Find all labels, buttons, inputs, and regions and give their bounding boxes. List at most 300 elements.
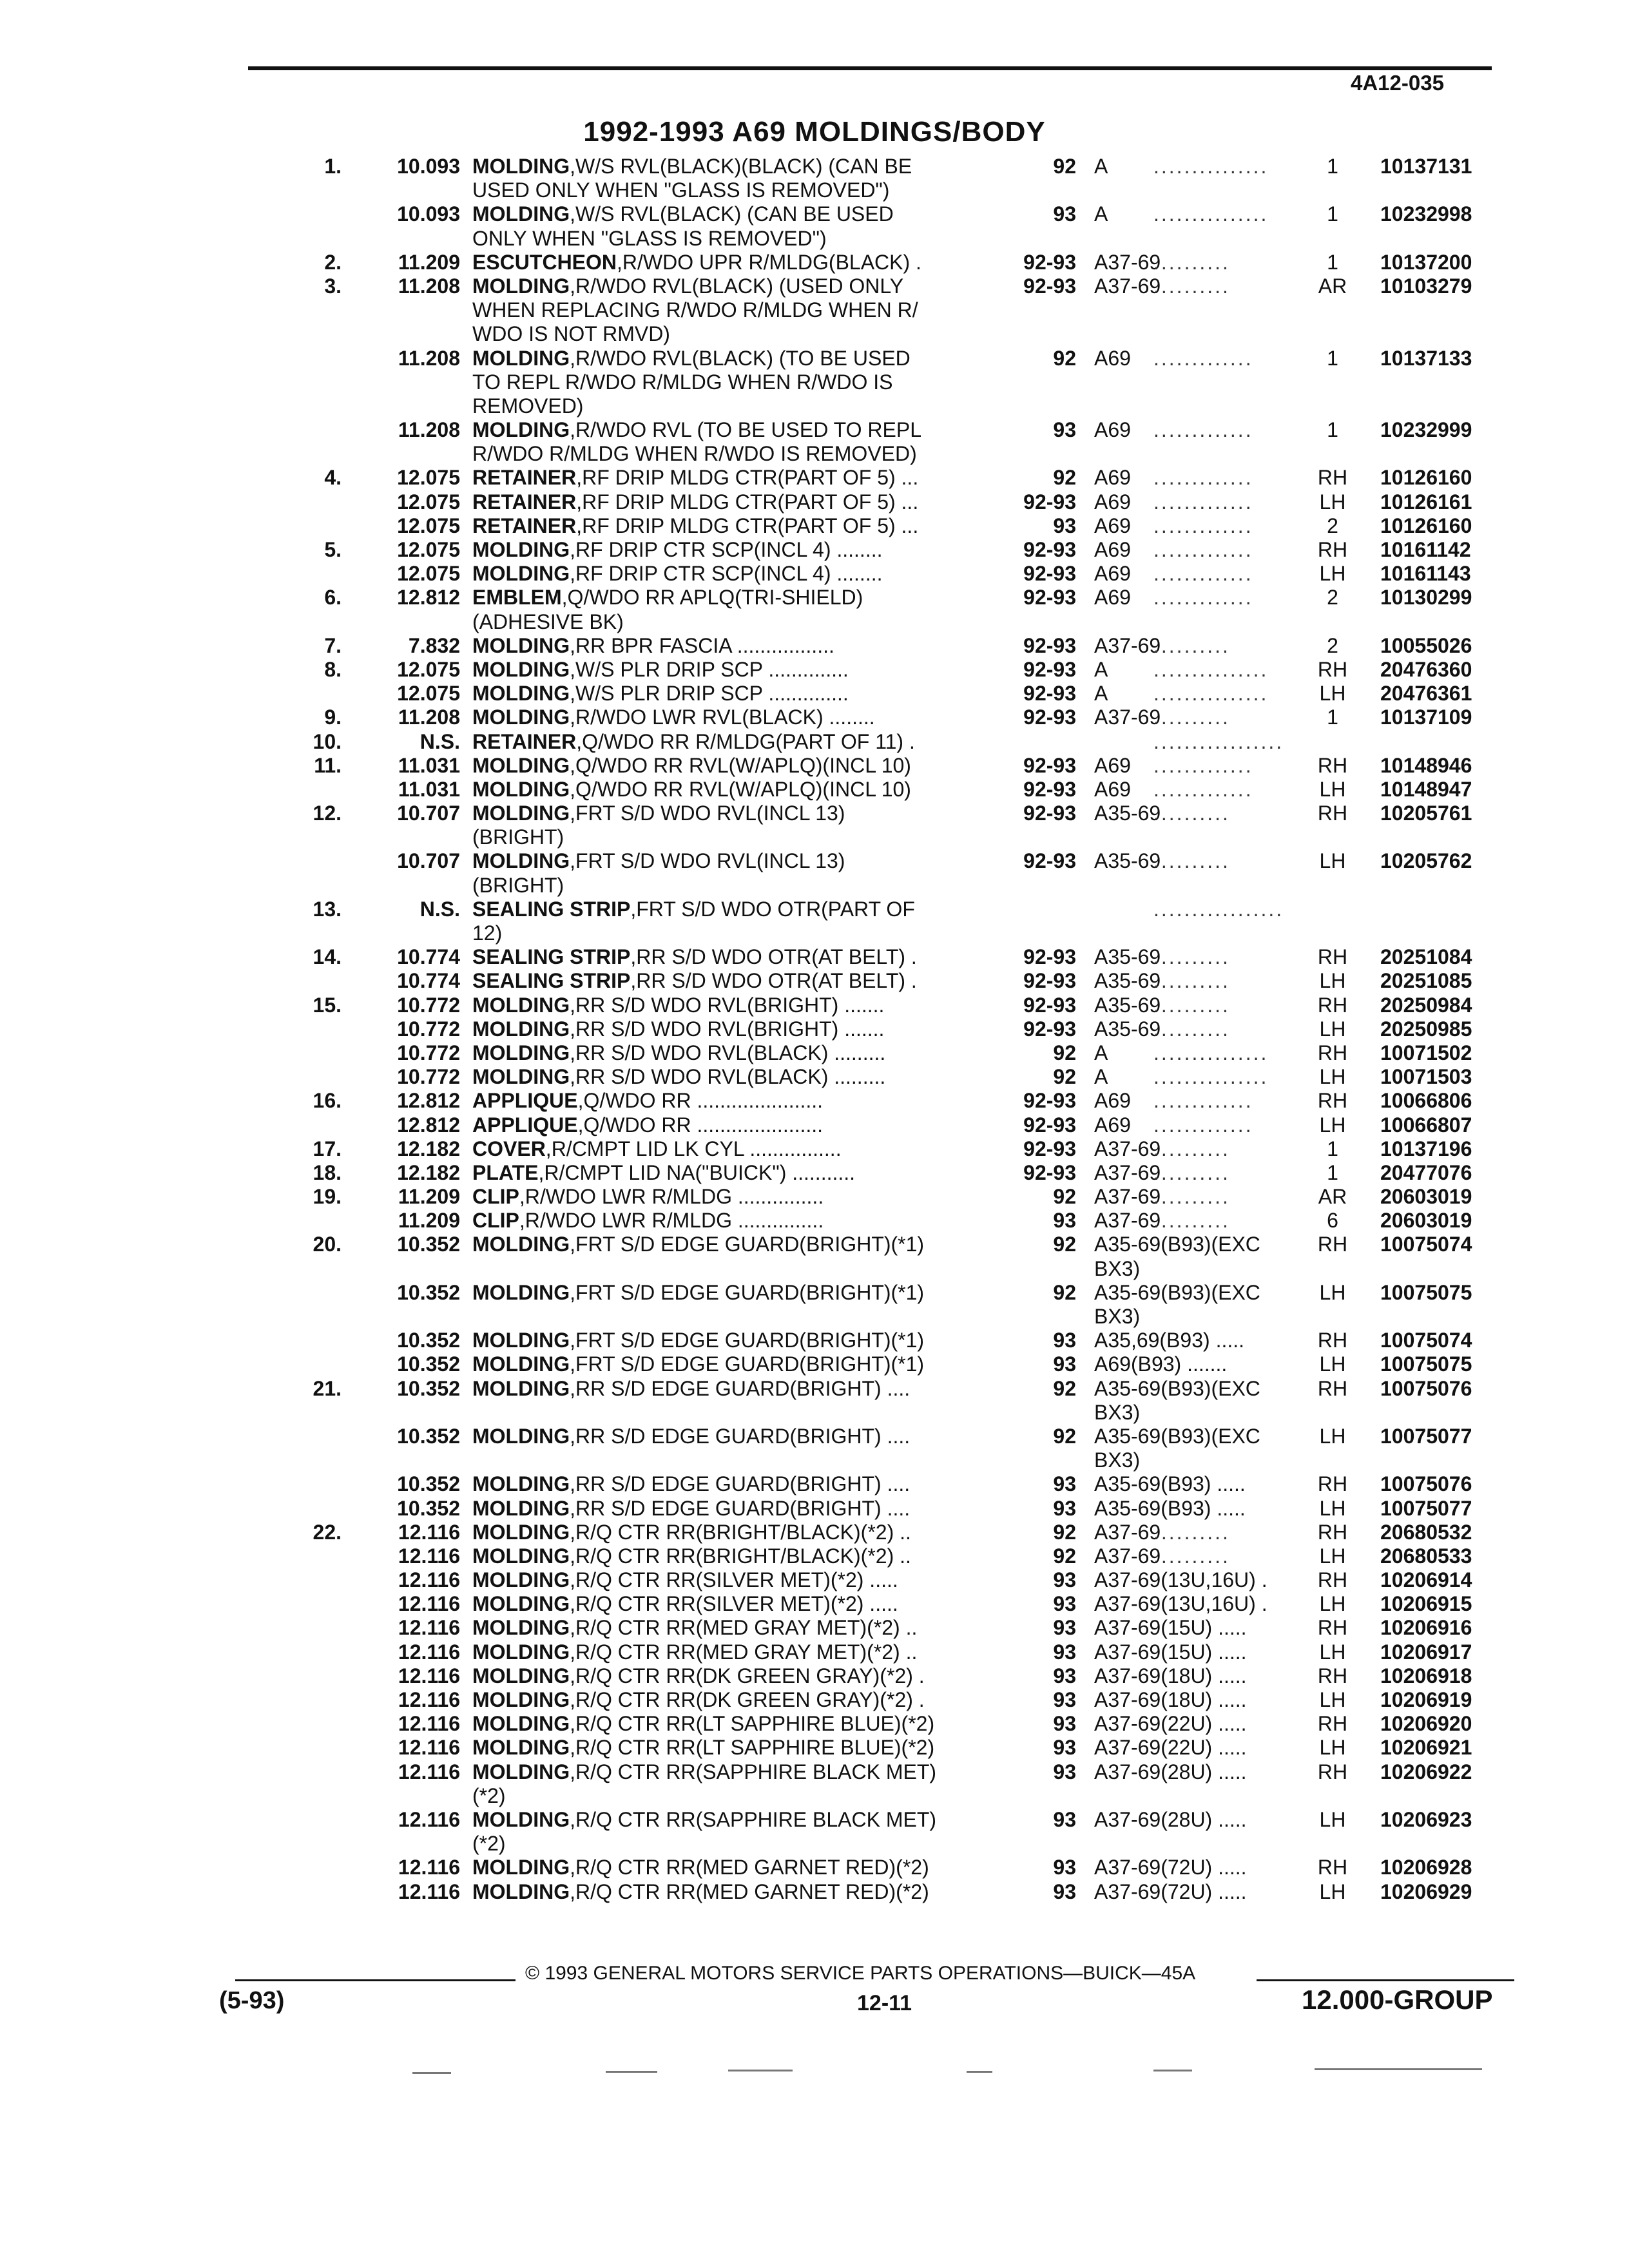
description [472,562,882,586]
description [472,1688,925,1712]
header-rule [248,66,1492,70]
series-code: A37-69(28U) ..... [1094,1760,1247,1783]
quantity: LH [1319,1424,1346,1448]
part-detail: ,R/CMPT LID NA("BUICK") ........... [538,1160,856,1184]
description [472,1521,911,1544]
year-range: 93 [1053,1472,1076,1496]
quantity: 1 [1327,1160,1338,1184]
group-number: 10.352 [397,1472,460,1496]
table-row [0,634,1629,658]
quantity: LH [1319,1113,1346,1137]
table-row [0,202,1629,226]
part-number: 20603019 [1380,1209,1472,1233]
year-range: 93 [1053,1760,1076,1783]
year-range: 92 [1053,155,1076,178]
part-number: 10126161 [1380,490,1472,514]
ref-number: 4. [324,466,342,490]
part-name: SEALING STRIP [472,945,631,969]
part-detail: ,W/S RVL(BLACK)(BLACK) (CAN BE [570,155,912,178]
group-number: 12.116 [398,1520,460,1544]
part-name: MOLDING [472,274,570,298]
group-number: 10.352 [397,1424,460,1448]
table-row [0,1736,1629,1760]
ref-number: 9. [324,706,342,729]
part-number: 10148947 [1380,777,1472,801]
part-name: MOLDING [472,849,570,873]
part-detail: USED ONLY WHEN "GLASS IS REMOVED") [472,178,890,202]
part-name: MOLDING [472,633,570,657]
part-name: MOLDING [472,777,570,801]
part-detail: ,FRT S/D WDO RVL(INCL 13) [570,849,845,873]
description [472,1161,855,1185]
group-number: 10.352 [397,1376,460,1400]
part-number: 20250985 [1380,1017,1472,1041]
part-detail: ,RF DRIP MLDG CTR(PART OF 5) ... [576,514,919,537]
quantity: RH [1317,538,1348,561]
quantity: RH [1317,1089,1348,1113]
part-name: COVER [472,1137,546,1160]
part-detail: ,R/Q CTR RR(SILVER MET)(*2) ..... [570,1592,898,1616]
series-code: A35-69 [1094,1017,1161,1041]
part-number: 10137196 [1380,1137,1472,1160]
ref-number: 13. [313,897,342,921]
part-number: 10232999 [1380,418,1472,442]
description [472,370,892,394]
table-row [0,825,1629,849]
part-name: RETAINER [472,514,577,537]
table-row [0,562,1629,586]
series-code: A69 [1094,586,1131,610]
group-number: 10.772 [397,1017,460,1041]
part-number: 10206917 [1380,1640,1472,1664]
table-row [0,1329,1629,1352]
part-detail: ,RR S/D EDGE GUARD(BRIGHT) .... [570,1496,911,1520]
year-range: 92 [1053,1185,1076,1209]
part-detail: ,Q/WDO RR R/MLDG(PART OF 11) . [576,729,915,753]
quantity: LH [1319,682,1346,706]
part-detail: ,R/Q CTR RR(MED GARNET RED)(*2) [570,1856,929,1879]
group-number: 12.116 [398,1688,460,1711]
part-number: 10130299 [1380,586,1472,610]
series-code: A37-69 [1094,1137,1161,1160]
year-range: 93 [1053,1496,1076,1520]
description [472,945,917,969]
group-number: 12.812 [397,1089,460,1113]
quantity: RH [1317,1233,1348,1256]
part-detail: ,R/Q CTR RR(SILVER MET)(*2) ..... [570,1568,898,1592]
series-code: A37-69(18U) ..... [1094,1688,1247,1711]
part-name: MOLDING [472,1856,570,1879]
table-row [0,466,1629,490]
description [472,1832,506,1856]
group-number: 11.031 [398,777,460,801]
group-number: 7.832 [408,633,460,657]
table-row [0,1497,1629,1521]
quantity: LH [1319,1807,1346,1831]
group-number: 10.093 [397,202,460,226]
leader-dots: ............. [1153,753,1253,777]
part-number: 10075075 [1380,1280,1472,1304]
year-range: 93 [1053,1736,1076,1760]
group-number: 12.182 [397,1160,460,1184]
leader-dots: ............. [1153,1113,1253,1137]
description [472,1544,911,1568]
description [472,1377,910,1401]
ref-number: 20. [313,1233,342,1256]
group-number: 12.116 [398,1568,460,1592]
group-number: 12.116 [398,1592,460,1616]
table-row [0,706,1629,729]
quantity: 2 [1327,633,1338,657]
part-name: MOLDING [472,706,570,729]
part-name: APPLIQUE [472,1089,578,1113]
quantity: 2 [1327,514,1338,537]
part-name: PLATE [472,1160,539,1184]
series-code: A37-69 [1094,250,1161,274]
table-row [0,1161,1629,1185]
series-code: A37-69(22U) ..... [1094,1712,1247,1736]
part-number: 20476361 [1380,682,1472,706]
group-number: 11.209 [398,250,460,274]
year-range: 93 [1053,1879,1076,1903]
table-row [0,1377,1629,1401]
part-detail: ,RR S/D WDO RVL(BLACK) ......... [570,1041,886,1064]
part-number: 10206916 [1380,1616,1472,1640]
series-code: A69 [1094,1089,1131,1113]
part-name: MOLDING [472,993,570,1017]
part-number: 10137200 [1380,250,1472,274]
description [472,1880,929,1904]
part-detail: ,R/WDO LWR R/MLDG ............... [519,1209,824,1233]
table-row [0,994,1629,1017]
quantity: LH [1319,1017,1346,1041]
leader-dots: ............... [1153,202,1269,226]
table-row [0,1521,1629,1544]
part-number: 10103279 [1380,274,1472,298]
part-number: 20680532 [1380,1520,1472,1544]
leader-dots: ............. [1153,1089,1253,1113]
part-name: MOLDING [472,1688,570,1711]
series-code: A37-69 [1094,633,1161,657]
part-detail: ,R/Q CTR RR(SAPPHIRE BLACK MET) [570,1760,937,1783]
ref-number: 12. [313,802,342,825]
leader-dots: ............. [1153,538,1253,561]
group-number: 10.093 [397,155,460,178]
description [472,1352,924,1376]
part-number: 10137133 [1380,346,1472,370]
part-name: MOLDING [472,802,570,825]
table-row [0,1305,1629,1329]
table-row [0,1592,1629,1616]
description [472,1425,910,1448]
quantity: AR [1318,274,1347,298]
series-code: A35-69(B93) ..... [1094,1472,1246,1496]
group-number: 12.075 [397,490,460,514]
leader-dots: .......... [1153,1520,1230,1544]
part-detail: ,R/WDO RVL (TO BE USED TO REPL [570,418,921,442]
description [472,682,849,706]
quantity: LH [1319,1496,1346,1520]
table-row [0,1472,1629,1496]
series-code: BX3) [1094,1256,1141,1280]
quantity: 1 [1327,202,1338,226]
part-number: 10071502 [1380,1041,1472,1064]
table-row [0,1041,1629,1065]
part-detail: (BRIGHT) [472,873,564,897]
group-number: 12.075 [397,562,460,586]
description [472,322,670,346]
description [472,1089,823,1113]
year-range: 92-93 [1023,945,1076,969]
description [472,251,921,274]
quantity: RH [1317,945,1348,969]
quantity: LH [1319,849,1346,873]
group-number: 11.208 [398,274,460,298]
year-range: 92-93 [1023,274,1076,298]
year-range: 92 [1053,1376,1076,1400]
leader-dots: .......... [1153,1185,1230,1209]
part-number: 20477076 [1380,1160,1472,1184]
quantity: RH [1317,1664,1348,1687]
table-row [0,969,1629,993]
year-range: 92-93 [1023,993,1076,1017]
table-row [0,274,1629,298]
quantity: RH [1317,657,1348,681]
quantity: RH [1317,1856,1348,1879]
table-row [0,849,1629,873]
part-name: MOLDING [472,1233,570,1256]
part-detail: ,RR S/D WDO RVL(BRIGHT) ....... [570,1017,885,1041]
year-range: 92-93 [1023,849,1076,873]
quantity: RH [1317,1760,1348,1783]
description [472,538,882,562]
group-number: 10.707 [397,849,460,873]
description [472,1808,936,1832]
table-row [0,1760,1629,1784]
leader-dots: .......... [1153,274,1230,298]
scan-mark [1315,2068,1482,2070]
leader-dots: ............. [1153,418,1253,442]
table-row [0,1401,1629,1425]
group-number: 10.772 [397,1065,460,1089]
group-number: 12.116 [398,1640,460,1664]
description [472,1856,929,1879]
quantity: RH [1317,1616,1348,1640]
quantity: RH [1317,802,1348,825]
part-number: 20251084 [1380,945,1472,969]
ref-number: 6. [324,586,342,610]
quantity: LH [1319,1352,1346,1376]
description [472,610,624,634]
year-range: 92-93 [1023,1137,1076,1160]
year-range: 92 [1053,1520,1076,1544]
leader-dots: ............... [1153,155,1269,178]
year-range: 93 [1053,1616,1076,1640]
part-detail: ,RR S/D WDO OTR(AT BELT) . [630,969,917,993]
part-number: 10075074 [1380,1329,1472,1352]
table-row [0,1832,1629,1856]
group-number: 12.116 [398,1736,460,1760]
group-number: 12.182 [397,1137,460,1160]
ref-number: 10. [313,729,342,753]
group-number: 10.772 [397,1041,460,1064]
year-range: 92-93 [1023,250,1076,274]
part-name: EMBLEM [472,586,562,610]
leader-dots: ............. [1153,777,1253,801]
series-code: A37-69(15U) ..... [1094,1640,1247,1664]
year-range: 92 [1053,346,1076,370]
description [472,658,849,682]
year-range: 92-93 [1023,802,1076,825]
part-detail: ,RF DRIP CTR SCP(INCL 4) ........ [570,538,883,561]
ref-number: 19. [313,1185,342,1209]
description [472,1568,898,1592]
group-number: 12.116 [398,1544,460,1568]
quantity: LH [1319,969,1346,993]
part-name: SEALING STRIP [472,969,631,993]
quantity: RH [1317,1712,1348,1736]
group-number: 12.116 [398,1616,460,1640]
table-row [0,1352,1629,1376]
part-detail: (ADHESIVE BK) [472,610,624,633]
part-detail: ,R/Q CTR RR(BRIGHT/BLACK)(*2) .. [570,1544,911,1568]
ref-number: 3. [324,274,342,298]
description [472,1497,910,1521]
series-code: A37-69 [1094,1160,1161,1184]
year-range: 92-93 [1023,1089,1076,1113]
ref-number: 17. [313,1137,342,1160]
group-number: 10.352 [397,1280,460,1304]
series-code: A69 [1094,418,1131,442]
ref-number: 15. [313,993,342,1017]
table-row [0,921,1629,945]
year-range: 92-93 [1023,969,1076,993]
year-range: 93 [1053,1592,1076,1616]
year-range: 92-93 [1023,490,1076,514]
leader-dots: ............... [1153,1041,1269,1064]
year-range: 92-93 [1023,1160,1076,1184]
description [472,1113,823,1137]
part-detail: (*2) [472,1832,506,1856]
year-range: 92-93 [1023,706,1076,729]
leader-dots: ............. [1153,514,1253,537]
group-number: 12.812 [397,586,460,610]
series-code: A69 [1094,753,1131,777]
table-row [0,1640,1629,1664]
part-number: 10075076 [1380,1472,1472,1496]
year-range: 93 [1053,1807,1076,1831]
table-row [0,1017,1629,1041]
part-name: MOLDING [472,1807,570,1831]
part-detail: ,RF DRIP MLDG CTR(PART OF 5) ... [576,466,919,490]
table-row [0,1712,1629,1736]
part-detail: (*2) [472,1783,506,1807]
table-row [0,1568,1629,1592]
quantity: RH [1317,1329,1348,1352]
ref-number: 11. [314,753,342,777]
year-range: 93 [1053,1712,1076,1736]
group-number: 10.352 [397,1352,460,1376]
leader-dots: .......... [1153,1137,1230,1160]
part-name: SEALING STRIP [472,897,631,921]
part-name: MOLDING [472,1640,570,1664]
part-name: MOLDING [472,1879,570,1903]
table-row [0,1544,1629,1568]
description [472,202,894,226]
document-id: 4A12-035 [1351,71,1444,95]
description [472,274,903,298]
part-number: 10066807 [1380,1113,1472,1137]
table-row [0,155,1629,178]
group-number: 10.707 [397,802,460,825]
group-number: 11.208 [398,418,460,442]
group-number: 10.774 [397,945,460,969]
year-range: 92-93 [1023,586,1076,610]
quantity: LH [1319,1879,1346,1903]
description [472,802,845,825]
description [472,730,915,754]
series-code: A [1094,657,1108,681]
quantity: RH [1317,1472,1348,1496]
part-detail: ,Q/WDO RR RVL(W/APLQ)(INCL 10) [570,753,911,777]
table-row [0,1808,1629,1832]
part-detail: ,RR S/D WDO RVL(BLACK) ......... [570,1065,886,1089]
year-range: 92-93 [1023,1017,1076,1041]
table-row [0,778,1629,802]
quantity: LH [1319,562,1346,586]
description [472,394,583,418]
leader-dots: .......... [1153,1160,1230,1184]
part-detail: ,Q/WDO RR RVL(W/APLQ)(INCL 10) [570,777,911,801]
group-number: 11.031 [398,753,460,777]
group-number: 12.075 [397,657,460,681]
series-code: A69 [1094,1113,1131,1137]
part-detail: ,R/Q CTR RR(MED GARNET RED)(*2) [570,1879,929,1903]
part-number: 20250984 [1380,993,1472,1017]
description [472,1185,824,1209]
series-code: A69 [1094,562,1131,586]
group-number: 12.812 [397,1113,460,1137]
part-detail: REMOVED) [472,394,584,418]
part-detail: ,R/Q CTR RR(DK GREEN GRAY)(*2) . [570,1688,925,1711]
part-detail: ,RF DRIP MLDG CTR(PART OF 5) ... [576,490,919,514]
year-range: 93 [1053,418,1076,442]
year-range: 92 [1053,1544,1076,1568]
description [472,874,564,898]
ref-number: 18. [313,1160,342,1184]
series-code: A37-69(22U) ..... [1094,1736,1247,1760]
part-number: 10075076 [1380,1376,1472,1400]
leader-dots: ................. [1153,897,1284,921]
part-number: 10161142 [1380,538,1471,561]
part-detail: ,RR S/D EDGE GUARD(BRIGHT) .... [570,1376,911,1400]
description [472,1784,506,1808]
leader-dots: .......... [1153,802,1230,825]
part-detail: R/WDO R/MLDG WHEN R/WDO IS REMOVED) [472,442,917,466]
part-detail: ,Q/WDO RR ...................... [577,1089,824,1113]
year-range: 92-93 [1023,777,1076,801]
quantity: RH [1317,1520,1348,1544]
part-number: 10137109 [1380,706,1472,729]
table-row [0,802,1629,825]
group-number: 12.116 [398,1712,460,1736]
ref-number: 7. [324,633,342,657]
part-name: MOLDING [472,155,570,178]
group-number: N.S. [419,729,460,753]
part-detail: ,W/S RVL(BLACK) (CAN BE USED [570,202,894,226]
table-row [0,298,1629,322]
description [472,994,884,1017]
